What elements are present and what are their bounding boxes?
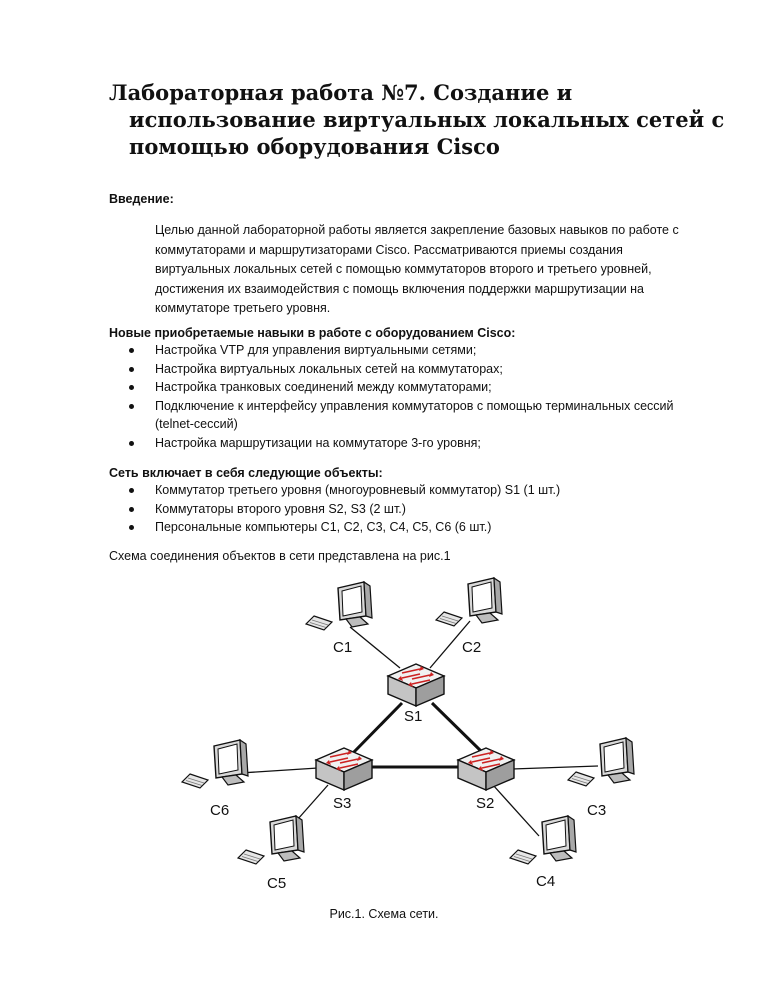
links xyxy=(240,621,598,836)
computer-c5 xyxy=(238,816,304,864)
list-item: Персональные компьютеры C1, C2, C3, C4, C5, C6 (6 шт.) xyxy=(109,518,689,537)
switch-s1 xyxy=(388,664,444,706)
list-item: Коммутатор третьего уровня (многоуровневый коммутатор) S1 (1 шт.) xyxy=(109,481,689,500)
label-s1: S1 xyxy=(404,708,423,725)
page-title: Лабораторная работа №7. Создание и использование виртуальных локальных сетей с помощью оборудования Cisco xyxy=(109,80,725,159)
label-c3: C3 xyxy=(587,802,607,819)
list-item: Коммутаторы второго уровня S2, S3 (2 шт.) xyxy=(109,500,689,519)
computer-c4 xyxy=(510,816,576,864)
list-item: Настройка маршрутизации на коммутаторе 3-го уровня; xyxy=(109,434,689,453)
label-c1: C1 xyxy=(333,639,353,656)
computer-c3 xyxy=(568,738,634,786)
intro-paragraph: Целью данной лабораторной работы является закрепление базовых навыков по работе с коммутаторами и маршрутизаторами Cisco. Рассматриваются приемы создания виртуальных локальных сетей с помощью коммутаторов второго и третьего уровней, достижения их взаимодействия с помощь включения поддержки маршрутизации на коммутаторе третьего уровня. xyxy=(155,223,679,315)
label-s2: S2 xyxy=(476,795,495,812)
label-s3: S3 xyxy=(333,795,352,812)
computer-c6 xyxy=(182,740,248,788)
scheme-sentence: Схема соединения объектов в сети представлена на рис.1 xyxy=(109,549,451,563)
computer-c1 xyxy=(306,582,372,630)
list-item: Настройка виртуальных локальных сетей на коммутаторах; xyxy=(109,360,689,379)
skills-heading: Новые приобретаемые навыки в работе с оборудованием Cisco: xyxy=(109,326,516,340)
list-item: Подключение к интерфейсу управления коммутаторов с помощью терминальных сессий (telnet-сессий) xyxy=(109,397,689,434)
objects-heading: Сеть включает в себя следующие объекты: xyxy=(109,466,383,480)
switch-s3 xyxy=(316,748,372,790)
label-c4: C4 xyxy=(536,873,556,890)
computer-c2 xyxy=(436,578,502,626)
label-c6: C6 xyxy=(210,802,230,819)
list-item: Настройка VTP для управления виртуальными сетями; xyxy=(109,341,689,360)
list-item: Настройка транковых соединений между коммутаторами; xyxy=(109,378,689,397)
intro-heading: Введение: xyxy=(109,192,174,206)
switch-s2 xyxy=(458,748,514,790)
figure-caption: Рис.1. Схема сети. xyxy=(329,907,439,921)
label-c2: C2 xyxy=(462,639,482,656)
label-c5: C5 xyxy=(267,875,287,892)
